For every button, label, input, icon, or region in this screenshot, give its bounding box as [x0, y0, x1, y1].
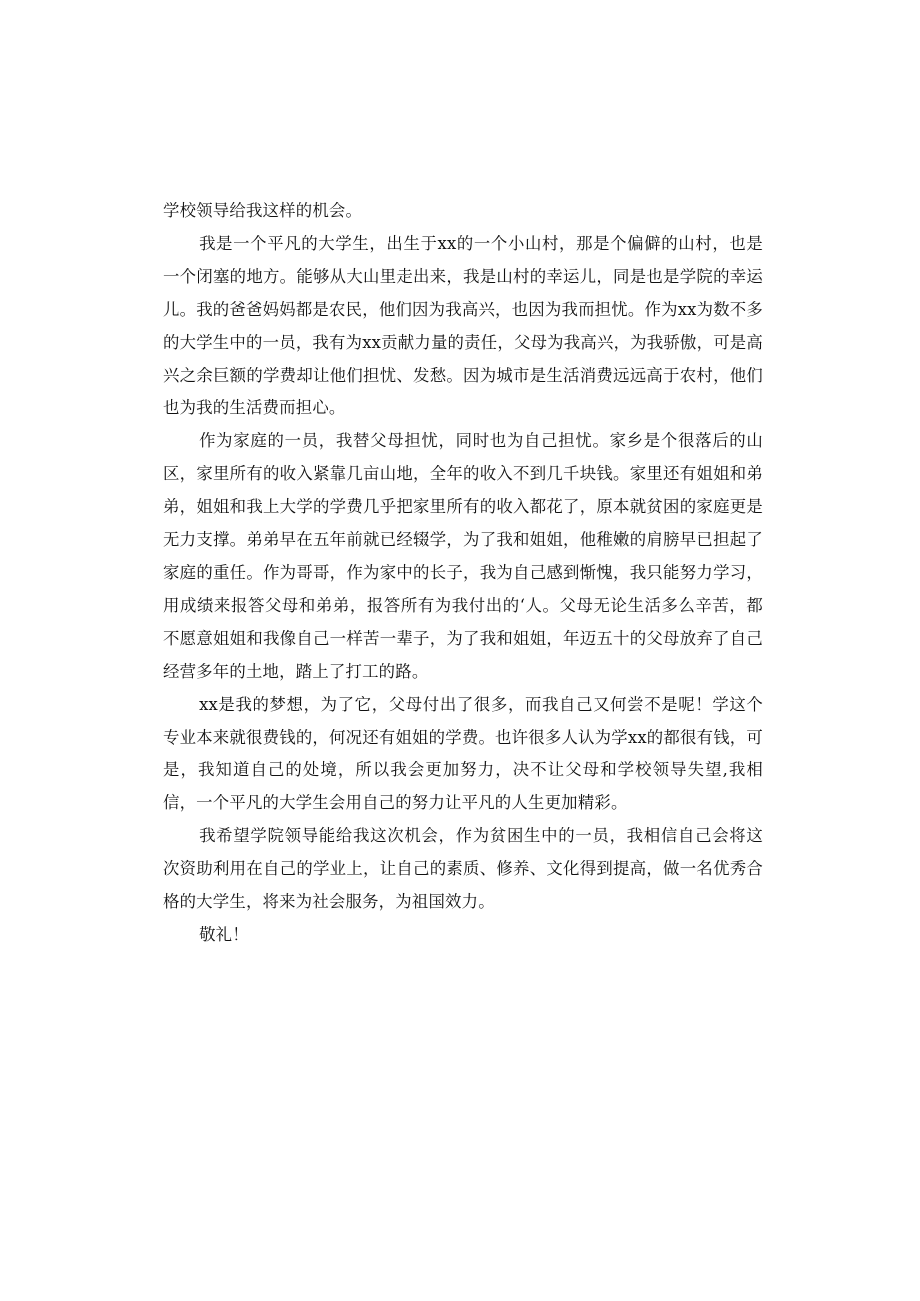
- paragraph-continuation: 学校领导给我这样的机会。: [163, 201, 363, 220]
- paragraph-background: 我是一个平凡的大学生，出生于xx的一个小山村，那是个偏僻的山村，也是一个闭塞的地方。能够从大山里走出来，我是山村的幸运儿，同是也是学院的幸运儿。我的爸爸妈妈都是农民，他们因为我高兴，也因为我而担忧。作为xx为数不多的大学生中的一员，我有为xx贡献力量的责任，父母为我高兴，为我骄傲，可是高兴之余巨额的学费却让他们担忧、发愁。因为城市是生活消费远远高于农村，他们也为我的生活费而担心。: [163, 233, 763, 418]
- paragraph-request: 我希望学院领导能给我这次机会，作为贫困生中的一员，我相信自己会将这次资助利用在自己的学业上，让自己的素质、修养、文化得到提高，做一名优秀合格的大学生，将来为社会服务，为祖国效力。: [163, 826, 763, 912]
- closing-salutation: 敬礼！: [199, 924, 249, 944]
- letter-body: [163, 195, 763, 952]
- paragraph-dream: xx是我的梦想，为了它，父母付出了很多，而我自己又何尝不是呢！学这个专业本来就很费钱的，何况还有姐姐的学费。也许很多人认为学xx的都很有钱，可是，我知道自己的处境，所以我会更加努力，决不让父母和学校领导失望,我相信，一个平凡的大学生会用自己的努力让平凡的人生更加精彩。: [163, 694, 763, 813]
- paragraph-family: 作为家庭的一员，我替父母担忧，同时也为自己担忧。家乡是个很落后的山区，家里所有的收入紧靠几亩山地，全年的收入不到几千块钱。家里还有姐姐和弟弟，姐姐和我上大学的学费几乎把家里所有的收入都花了，原本就贫困的家庭更是无力支撑。弟弟早在五年前就已经辍学，为了我和姐姐，他稚嫩的肩膀早已担起了家庭的重任。作为哥哥，作为家中的长子，我为自己感到惭愧，我只能努力学习，用成绩来报答父母和弟弟，报答所有为我付出的‘人。父母无论生活多么辛苦，都不愿意姐姐和我像自己一样苦一辈子，为了我和姐姐，年迈五十的父母放弃了自己经营多年的土地，踏上了打工的路。: [163, 431, 763, 681]
